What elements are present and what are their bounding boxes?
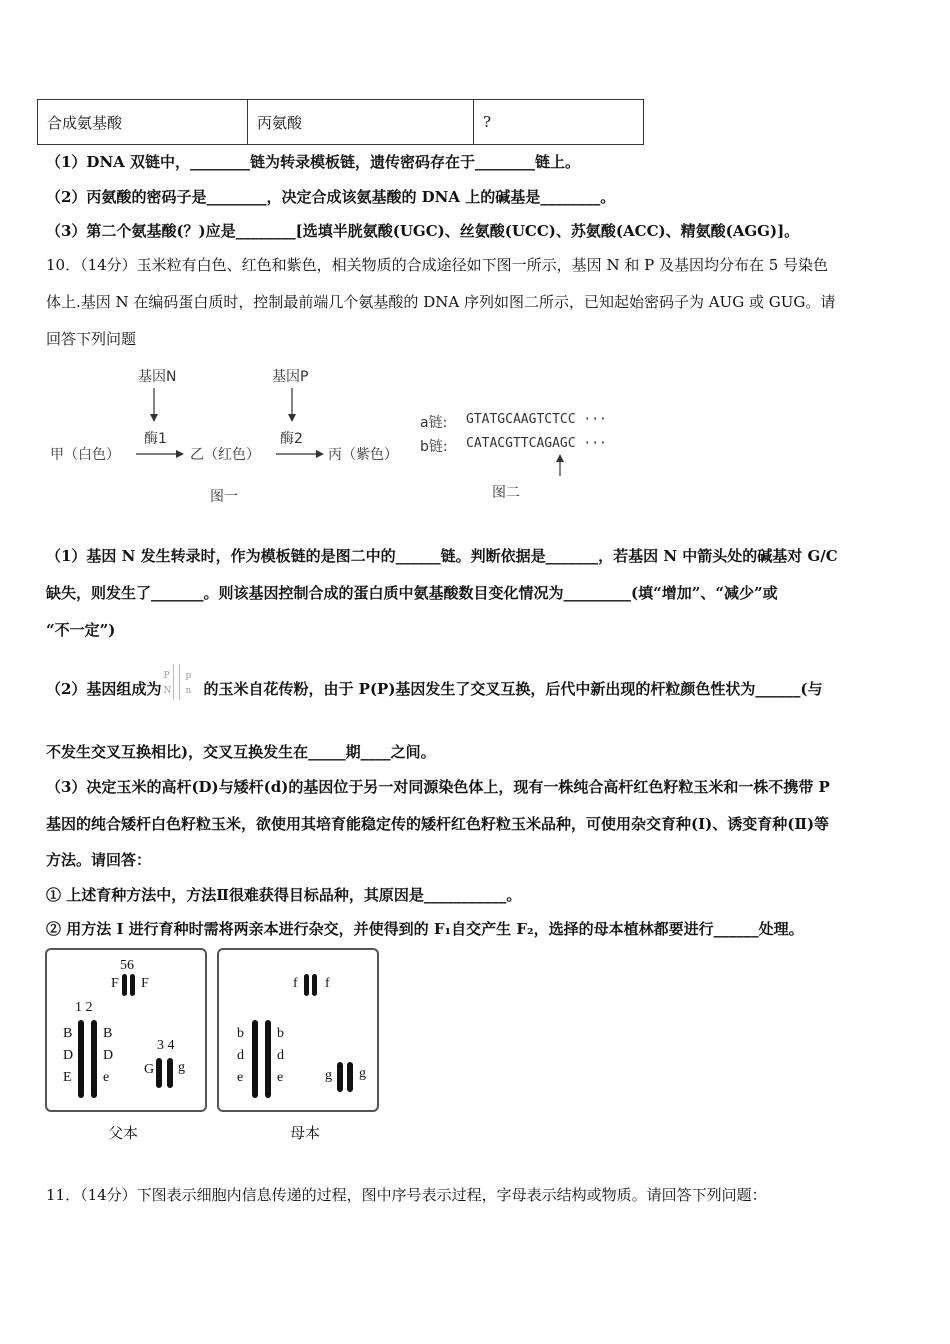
- gene-label: b: [277, 1026, 284, 1041]
- gene-label: f: [325, 976, 330, 991]
- chromosome-6: [130, 974, 135, 996]
- gene-label: d: [277, 1048, 284, 1063]
- figure-1-pathway: [50, 362, 420, 512]
- chromosome: [304, 974, 309, 996]
- chromosome-line: [179, 664, 180, 700]
- q10-part3-line2: 基因的纯合矮杆白色籽粒玉米，欲使用其培育能稳定传的矮杆红色籽粒玉米品种，可使用杂交育种(I)、诱变育种(Ⅱ)等: [46, 815, 830, 833]
- gene-label: d: [237, 1048, 244, 1063]
- q9-part3: （3）第二个氨基酸(？)应是________[选填半胱氨酸(UGC)、丝氨酸(UCC)、苏氨酸(ACC)、精氨酸(AGG)]。: [46, 222, 800, 240]
- father-caption: 父本: [108, 1125, 139, 1142]
- table-cell: ?: [474, 100, 644, 145]
- genotype-bottom-right: n: [185, 686, 192, 696]
- chromosome-5: [122, 974, 127, 996]
- strand-a-sequence: GTATGCAAGTCTCC ···: [466, 412, 607, 427]
- chromosome-3: [156, 1058, 162, 1088]
- figure-2-caption: 图二: [492, 485, 520, 501]
- strand-a-label: a链:: [420, 415, 448, 431]
- gene-label: F: [111, 976, 119, 991]
- gene-label: e: [103, 1070, 110, 1085]
- q10-intro-1: 10．（14分）玉米粒有白色、红色和紫色，相关物质的合成途径如下图一所示，基因 N 和 P 及基因均分布在 5 号染色: [46, 256, 829, 274]
- strand-b-sequence: CATACGTTCAGAGC ···: [466, 436, 607, 451]
- gene-label: D: [103, 1048, 114, 1063]
- q10-part2-pre: （2）基因组成为: [46, 680, 162, 698]
- gene-label: F: [141, 976, 149, 991]
- figure-2-dna: [420, 410, 650, 510]
- chromosome: [337, 1062, 343, 1092]
- chromosome: [347, 1062, 353, 1092]
- q9-part2: （2）丙氨酸的密码子是________，决定合成该氨基酸的 DNA 上的碱基是________。: [46, 188, 616, 206]
- chromosome: [265, 1020, 271, 1098]
- gene-label: f: [293, 976, 298, 991]
- q10-part1-line3: “不一定”): [46, 621, 116, 639]
- gene-label: B: [63, 1026, 73, 1041]
- mutation-arrow-icon: [420, 410, 650, 510]
- chromosome-2: [91, 1020, 97, 1098]
- strand-b-label: b链:: [420, 439, 448, 455]
- q10-part3-line3: 方法。请回答：: [46, 851, 152, 869]
- enzyme-1-label: 酶1: [144, 431, 167, 447]
- mother-caption: 母本: [290, 1125, 321, 1142]
- gene-label: D: [63, 1048, 74, 1063]
- chromosome: [312, 974, 317, 996]
- q10-part3-line4: ① 上述育种方法中，方法Ⅱ很难获得目标品种，其原因是___________。: [46, 886, 522, 904]
- gene-label: B: [103, 1026, 113, 1041]
- chromosome-1: [78, 1020, 84, 1098]
- table-cell: 合成氨基酸: [38, 100, 248, 145]
- genotype-bottom-left: N: [163, 686, 172, 696]
- genotype-top-left: P: [163, 671, 170, 681]
- amino-acid-table: [37, 99, 644, 145]
- gene-label: g: [325, 1068, 332, 1083]
- gene-p-label: 基因P: [272, 369, 309, 385]
- chromosome-line: [173, 664, 174, 700]
- father-chromosome-box: [45, 948, 207, 1112]
- gene-label: g: [178, 1060, 185, 1075]
- substance-jia: 甲（白色）: [50, 447, 120, 463]
- chromosome-4: [167, 1058, 173, 1088]
- table-cell: 丙氨酸: [248, 100, 474, 145]
- q11-intro: 11．（14分）下图表示细胞内信息传递的过程，图中序号表示过程，字母表示结构或物质。请回答下列问题：: [46, 1186, 767, 1204]
- q10-part3-line1: （3）决定玉米的高杆(D)与矮杆(d)的基因位于另一对同源染色体上，现有一株纯合高杆红色籽粒玉米和一株不携带 P: [46, 778, 830, 796]
- chromosome-number-label: 1 2: [75, 1000, 93, 1015]
- mother-chromosome-box: [217, 948, 379, 1112]
- gene-label: E: [63, 1070, 72, 1085]
- table-row: [38, 100, 644, 145]
- substance-bing: 丙（紫色）: [328, 447, 398, 463]
- figure-1-caption: 图一: [210, 489, 238, 505]
- gene-label: e: [237, 1070, 244, 1085]
- q10-part3-line5: ② 用方法 I 进行育种时需将两亲本进行杂交，并使得到的 F₁自交产生 F₂，选择的母本植林都要进行______处理。: [46, 920, 804, 938]
- enzyme-2-label: 酶2: [280, 431, 303, 447]
- gene-n-label: 基因N: [138, 369, 177, 385]
- gene-label: G: [144, 1062, 155, 1077]
- q9-part1: （1）DNA 双链中，________链为转录模板链，遗传密码存在于________链上。: [46, 153, 581, 171]
- q10-part1-line2: 缺失，则发生了_______。则该基因控制合成的蛋白质中氨基酸数目变化情况为_________(填“增加”、“减少”或: [46, 584, 778, 602]
- q10-part2-post: 的玉米自花传粉，由于 P(P)基因发生了交叉互换，后代中新出现的杆粒颜色性状为______(与: [203, 680, 823, 698]
- substance-yi: 乙（红色）: [190, 447, 260, 463]
- q10-intro-2: 体上.基因 N 在编码蛋白质时，控制最前端几个氨基酸的 DNA 序列如图二所示，已知起始密码子为 AUG 或 GUG。请: [46, 293, 836, 311]
- gene-label: e: [277, 1070, 284, 1085]
- q10-part1-line1: （1）基因 N 发生转录时，作为模板链的是图二中的______链。判断依据是_______，若基因 N 中箭头处的碱基对 G/C: [46, 547, 838, 565]
- q10-part2-line2: 不发生交叉互换相比)，交叉互换发生在_____期____之间。: [46, 743, 436, 761]
- genotype-figure: [161, 671, 203, 700]
- genotype-top-right: p: [185, 671, 192, 681]
- chromosome: [252, 1020, 258, 1098]
- gene-label: b: [237, 1026, 244, 1041]
- gene-label: g: [359, 1066, 366, 1081]
- q10-part2-line1: [46, 671, 823, 700]
- q10-intro-3: 回答下列问题: [46, 330, 137, 348]
- chromosome-number-label: 56: [120, 958, 134, 973]
- chromosome-number-label: 3 4: [157, 1038, 175, 1053]
